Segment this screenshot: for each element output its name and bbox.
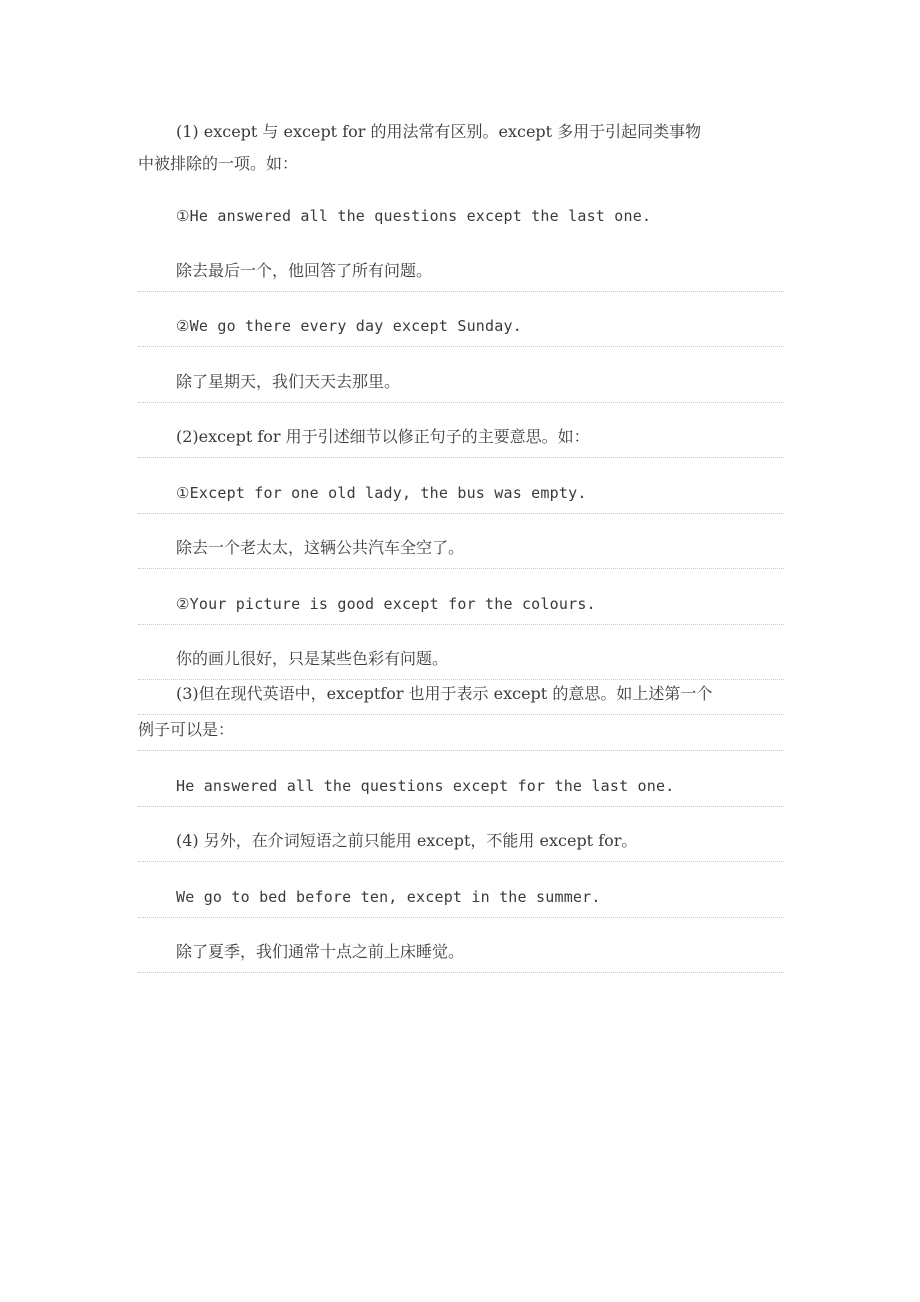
paragraph-line: 例子可以是：	[138, 720, 235, 739]
document-content	[138, 116, 784, 973]
example-sentence	[138, 458, 784, 514]
paragraph-3-line1	[138, 680, 784, 715]
example-text: We go to bed before ten, except in the summer.	[176, 887, 601, 906]
translation-text: 除了星期天，我们天天去那里。	[176, 371, 401, 391]
heading-text: (4) 另外，在介词短语之前只能用 except，不能用 except for。	[176, 831, 638, 850]
translation-line	[138, 514, 784, 570]
paragraph-line: (3)但在现代英语中，exceptfor 也用于表示 except 的意思。如上述第一个	[176, 684, 713, 703]
example-sentence	[138, 196, 784, 236]
translation-line	[138, 625, 784, 681]
translation-line	[138, 236, 784, 292]
example-text: He answered all the questions except for the last one.	[176, 776, 675, 795]
example-text: ②Your picture is good except for the colours.	[176, 594, 596, 613]
section-heading	[138, 403, 784, 459]
paragraph-line: 中被排除的一项。如：	[138, 154, 299, 173]
example-sentence	[138, 862, 784, 918]
example-text: ①He answered all the questions except the last one.	[176, 207, 652, 225]
translation-line	[138, 347, 784, 403]
example-sentence	[138, 751, 784, 807]
translation-text: 除去一个老太太，这辆公共汽车全空了。	[176, 538, 465, 557]
example-sentence	[138, 292, 784, 348]
example-text: ①Except for one old lady, the bus was empty.	[176, 483, 587, 502]
section-heading	[138, 807, 784, 863]
translation-line	[138, 918, 784, 974]
paragraph-3-line2	[138, 715, 784, 751]
translation-text: 你的画儿很好，只是某些色彩有问题。	[176, 649, 449, 668]
translation-text: 除了夏季，我们通常十点之前上床睡觉。	[176, 942, 465, 961]
heading-text: (2)except for 用于引述细节以修正句子的主要意思。如：	[176, 427, 590, 446]
example-sentence	[138, 569, 784, 625]
translation-text: 除去最后一个，他回答了所有问题。	[176, 260, 433, 280]
example-text: ②We go there every day except Sunday.	[176, 317, 522, 335]
paragraph-line: (1) except 与 except for 的用法常有区别。except 多用于引起同类事物	[176, 122, 702, 141]
paragraph-1	[138, 116, 784, 196]
